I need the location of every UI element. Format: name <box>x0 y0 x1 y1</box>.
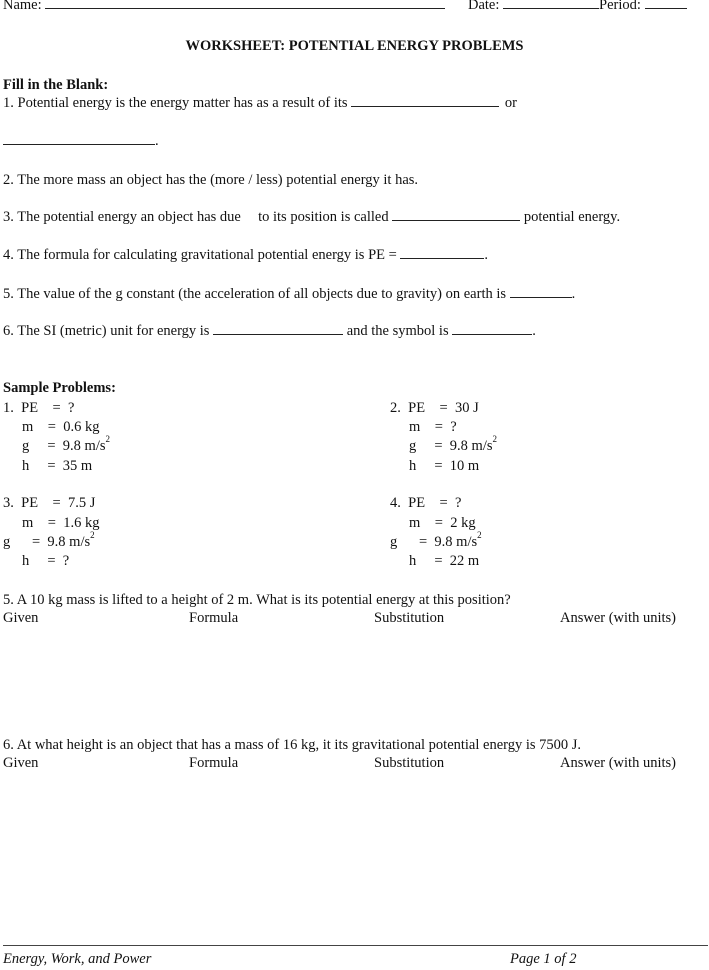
sample-3-m: m = 1.6 kg <box>22 515 100 531</box>
question-1-cont <box>3 132 159 150</box>
footer-rule <box>3 945 708 946</box>
sample-2-h: h = 10 m <box>409 458 480 474</box>
q1-or: or <box>504 95 517 111</box>
q5-col-substitution: Substitution <box>374 610 445 626</box>
q1-blank-1[interactable] <box>351 94 499 107</box>
q5-blank[interactable] <box>510 285 572 298</box>
sample-4-m: m = 2 kg <box>409 515 476 531</box>
q5-end: . <box>571 286 576 302</box>
q6-blank-2[interactable] <box>452 322 532 335</box>
date-label: Date: <box>468 0 500 13</box>
question-5-blank <box>3 285 575 303</box>
sample-3-pe: 3. PE = 7.5 J <box>3 495 96 511</box>
period-field[interactable] <box>645 0 687 9</box>
word-problem-5: 5. A 10 kg mass is lifted to a height of 2 m. What is its potential energy at this position? <box>3 592 511 608</box>
sample-4-g: g = 9.8 $m/s^2$ <box>390 530 482 550</box>
q5-text: 5. The value of the g constant (the acceleration of all objects due to gravity) on earth is <box>3 286 507 302</box>
q4-text: 4. The formula for calculating gravitational potential energy is PE = <box>3 247 397 263</box>
name-label: Name: <box>3 0 42 13</box>
fill-blank-heading: Fill in the Blank: <box>3 77 109 93</box>
sample-3-g: g = 9.8 $m/s^2$ <box>3 530 95 550</box>
q1-blank-2[interactable] <box>3 132 155 145</box>
q6-col-given: Given <box>3 755 39 771</box>
date-field[interactable] <box>503 0 599 9</box>
question-3 <box>3 208 620 226</box>
name-line <box>3 0 445 14</box>
q6-col-formula: Formula <box>189 755 239 771</box>
question-2: 2. The more mass an object has the (more / less) potential energy it has. <box>3 172 419 188</box>
sample-1-m: m = 0.6 kg <box>22 419 100 435</box>
q6-end: . <box>532 323 536 339</box>
q6-col-substitution: Substitution <box>374 755 445 771</box>
q6-text-a: 6. The SI (metric) unit for energy is <box>3 323 210 339</box>
q6-col-answer: Answer (with units) <box>560 755 676 771</box>
date-period-line <box>468 0 687 14</box>
sample-3-h: h = ? <box>22 553 70 569</box>
sample-1-h: h = 35 m <box>22 458 93 474</box>
word-problem-6: 6. At what height is an object that has a mass of 16 kg, it its gravitational potential energy is 7500 J. <box>3 737 582 753</box>
q6-blank-1[interactable] <box>213 322 343 335</box>
q3-blank[interactable] <box>392 208 520 221</box>
q1-end: . <box>155 133 159 149</box>
q3-text-c: potential energy. <box>523 209 621 225</box>
q5-col-formula: Formula <box>189 610 239 626</box>
period-label: Period: <box>599 0 641 13</box>
sample-1-pe: 1. PE = ? <box>3 400 75 416</box>
q4-blank[interactable] <box>400 246 484 259</box>
q1-text: 1. Potential energy is the energy matter has as a result of its <box>3 95 348 111</box>
sample-2-pe: 2. PE = 30 J <box>390 400 479 416</box>
question-1 <box>3 94 517 112</box>
question-6-blank <box>3 322 536 340</box>
sample-2-g: g = 9.8 $m/s^2$ <box>409 434 498 454</box>
sample-2-m: m = ? <box>409 419 457 435</box>
q3-text-a: 3. The potential energy an object has due <box>3 209 241 225</box>
sample-1-g: g = 9.8 $m/s^2$ <box>22 434 111 454</box>
name-field[interactable] <box>45 0 445 9</box>
q5-col-given: Given <box>3 610 39 626</box>
page-title: WORKSHEET: POTENTIAL ENERGY PROBLEMS <box>185 38 524 54</box>
footer-left: Energy, Work, and Power <box>3 951 152 967</box>
q4-end: . <box>484 247 489 263</box>
q6-text-b: and the symbol is <box>346 323 449 339</box>
footer-page: Page 1 of 2 <box>510 951 577 967</box>
question-4 <box>3 246 488 264</box>
sample-4-pe: 4. PE = ? <box>390 495 462 511</box>
sample-heading: Sample Problems: <box>3 380 116 396</box>
q3-text-b: to its position is called <box>258 209 389 225</box>
q5-col-answer: Answer (with units) <box>560 610 676 626</box>
sample-4-h: h = 22 m <box>409 553 480 569</box>
